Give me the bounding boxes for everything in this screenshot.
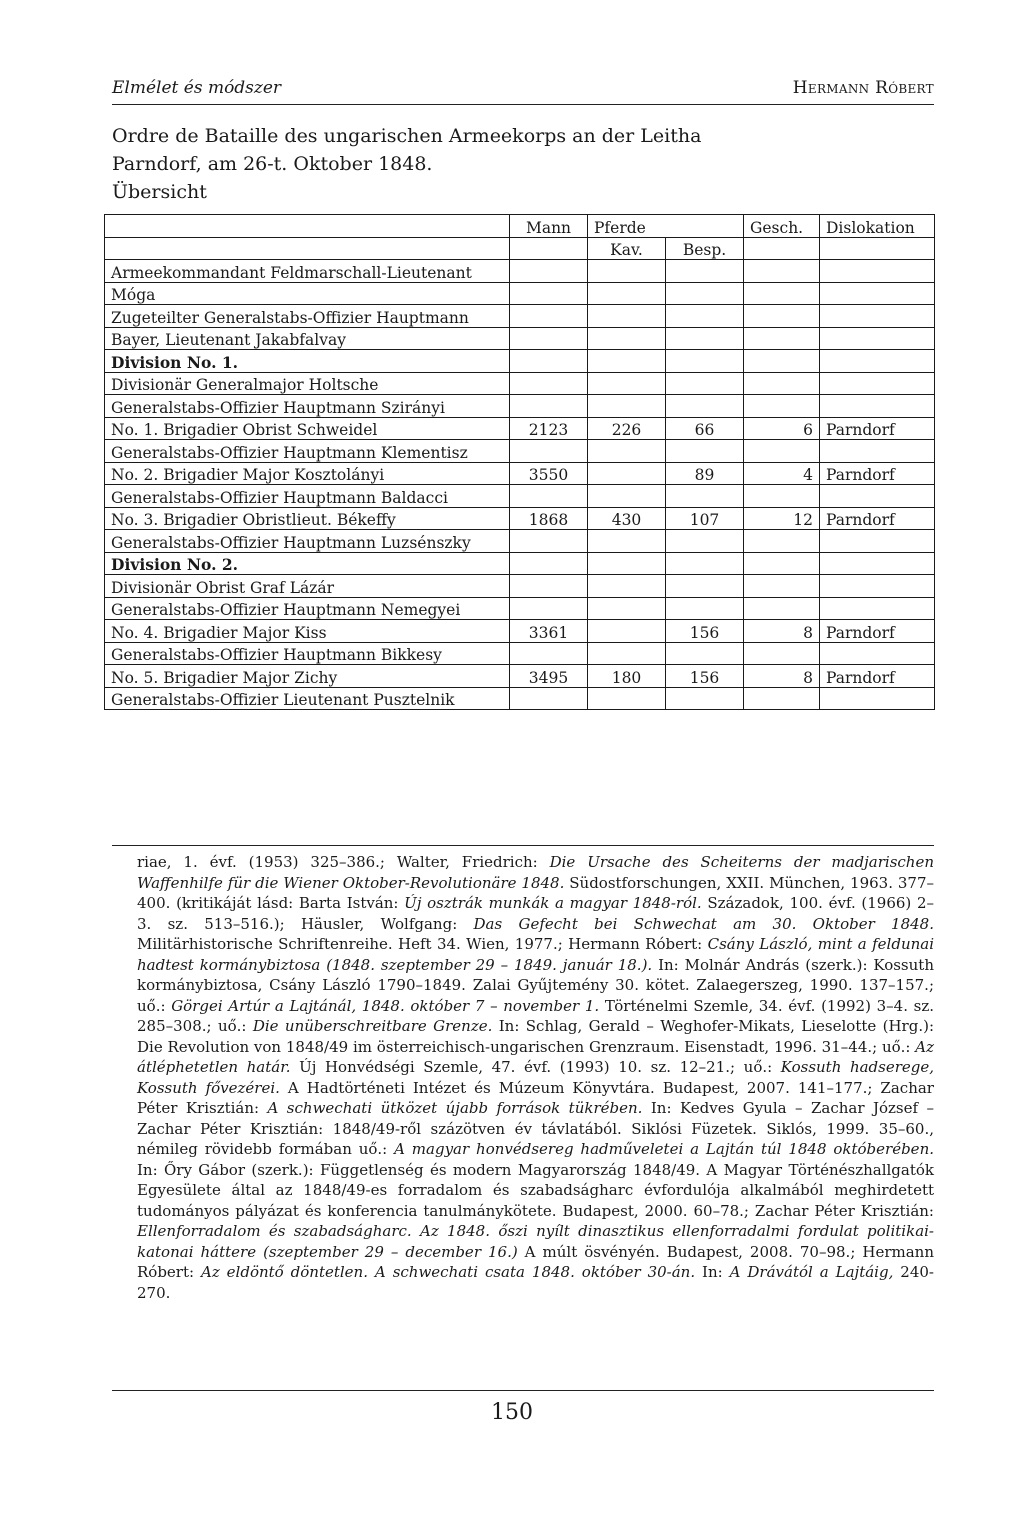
table-row (105, 597, 935, 620)
besp-cell (666, 575, 744, 598)
kav-cell (588, 552, 666, 575)
footnote-text-segment: Századok, 100. évf. (1966) 2–3. sz. 513–516.); Häusler, Wolfgang: (137, 894, 934, 933)
table-row (105, 395, 935, 418)
footnote-text-segment: In: Kedves Gyula – Zachar József – Zachar Péter Krisztián: 1848/49-ről százötven év távlatából. Siklósi Füzetek. Siklós, 1999. 35–60., némileg rövidebb formában uő.: (137, 1099, 934, 1158)
unit-name-cell: Divisionär Generalmajor Holtsche (105, 372, 510, 395)
table-row (105, 372, 935, 395)
footnote-text-segment: In: Őry Gábor (szerk.): Függetlenség és modern Magyarország 1848/49. A Magyar Történészhallgatók Egyesülete által az 1848/49-es forradalom és szabadságharc évfordulója alkalmából meghirdetett tudományos pályázat és konferencia tanulmánykötete. Budapest, 2000. 60–78.; Zachar Péter Krisztián: (137, 1160, 934, 1220)
footnote-title-segment: Die Ursache des Scheiterns der madjarischen Waffenhilfe für die Wiener Oktober-Revolutionäre 1848. (137, 853, 934, 892)
dislokation-cell: Parndorf (820, 507, 935, 530)
dislokation-cell (820, 327, 935, 350)
besp-cell (666, 305, 744, 328)
table-row (105, 282, 935, 305)
header-author: Hermann Róbert (792, 78, 934, 98)
kav-cell (588, 642, 666, 665)
unit-name-cell: Generalstabs-Offizier Lieutenant Pusztelnik (105, 687, 510, 710)
header-section-title: Elmélet és módszer (112, 78, 282, 98)
kav-cell (588, 575, 666, 598)
besp-cell (666, 642, 744, 665)
bottom-rule (112, 1390, 934, 1391)
dislokation-cell (820, 282, 935, 305)
footnote-title-segment: A Drávától a Lajtáig, (729, 1263, 894, 1281)
gesch-cell (744, 642, 820, 665)
gesch-cell (744, 440, 820, 463)
gesch-cell (744, 372, 820, 395)
kav-cell (588, 620, 666, 643)
dislokation-cell: Parndorf (820, 417, 935, 440)
kav-cell (588, 462, 666, 485)
table-row (105, 620, 935, 643)
unit-name-cell: Zugeteilter Generalstabs-Offizier Hauptmann (105, 305, 510, 328)
unit-name-cell: Generalstabs-Offizier Hauptmann Baldacci (105, 485, 510, 508)
besp-cell (666, 327, 744, 350)
footnote-title-segment: A magyar honvédsereg hadműveletei a Lajtán túl 1848 októberében. (394, 1140, 934, 1158)
besp-cell (666, 485, 744, 508)
mann-cell (510, 327, 588, 350)
besp-cell (666, 372, 744, 395)
besp-cell (666, 597, 744, 620)
header-kav: Kav. (588, 237, 666, 260)
gesch-cell (744, 597, 820, 620)
footnote-text-segment: A múlt ösvényén. Budapest, 2008. 70–98.; Hermann Róbert: (137, 1242, 934, 1281)
dislokation-cell: Parndorf (820, 665, 935, 688)
header-mann: Mann (510, 215, 588, 238)
dislokation-cell (820, 597, 935, 620)
footnote-title-segment: Das Gefecht bei Schwechat am 30. Oktober 1848. (473, 914, 934, 933)
footnote-text-segment: Új Honvédségi Szemle, 47. évf. (1993) 10. sz. 12–21.; uő.: (290, 1058, 781, 1076)
gesch-cell (744, 485, 820, 508)
dislokation-cell (820, 552, 935, 575)
dislokation-cell (820, 395, 935, 418)
table-row (105, 305, 935, 328)
table-row (105, 642, 935, 665)
besp-cell: 156 (666, 620, 744, 643)
unit-name-cell: Generalstabs-Offizier Hauptmann Luzsénszky (105, 530, 510, 553)
kav-cell (588, 327, 666, 350)
table-row (105, 462, 935, 485)
gesch-cell: 4 (744, 462, 820, 485)
order-of-battle-table (104, 214, 935, 710)
footnote-title-segment: Új osztrák munkák a magyar 1848-ról. (404, 894, 702, 912)
table-row (105, 575, 935, 598)
mann-cell (510, 530, 588, 553)
footnote-title-segment: Az átléphetetlen határ. (137, 1037, 934, 1076)
title-line-2: Parndorf, am 26-t. Oktober 1848. (112, 153, 433, 175)
kav-cell (588, 597, 666, 620)
mann-cell (510, 597, 588, 620)
unit-name-cell: Generalstabs-Offizier Hauptmann Klementisz (105, 440, 510, 463)
mann-cell (510, 372, 588, 395)
footnote-text (137, 852, 934, 1303)
gesch-cell (744, 530, 820, 553)
footnote-text-segment: In: Schlag, Gerald – Weghofer-Mikats, Lieselotte (Hrg.): Die Revolution von 1848/49 im österreichisch-ungarischen Grenzraum. Eisenstadt, 1996. 31–44.; uő.: (137, 1017, 934, 1056)
unit-name-cell: No. 5. Brigadier Major Zichy (105, 665, 510, 688)
besp-cell (666, 687, 744, 710)
mann-cell (510, 305, 588, 328)
kav-cell (588, 372, 666, 395)
besp-cell: 89 (666, 462, 744, 485)
kav-cell (588, 395, 666, 418)
dislokation-cell: Parndorf (820, 462, 935, 485)
mann-cell (510, 282, 588, 305)
footnote-rule (112, 845, 934, 846)
gesch-cell (744, 305, 820, 328)
gesch-cell (744, 350, 820, 373)
dislokation-cell (820, 642, 935, 665)
footnote-text-segment: Történelmi Szemle, 34. évf. (1992) 3–4. sz. 285–308.; uő.: (137, 996, 934, 1035)
gesch-cell (744, 282, 820, 305)
footnote-text-segment: Militärhistorische Schriftenreihe. Heft 34. Wien, 1977.; Hermann Róbert: (137, 935, 708, 953)
mann-cell: 1868 (510, 507, 588, 530)
mann-cell (510, 552, 588, 575)
unit-name-cell: No. 3. Brigadier Obristlieut. Békeffy (105, 507, 510, 530)
footnote-text-segment: In: (695, 1263, 730, 1281)
table-title (112, 122, 701, 206)
footnote-title-segment: Az eldöntő döntetlen. A schwechati csata 1848. október 30-án. (201, 1263, 696, 1281)
header-pferde: Pferde (588, 215, 666, 238)
dislokation-cell (820, 440, 935, 463)
kav-cell: 180 (588, 665, 666, 688)
gesch-cell: 8 (744, 665, 820, 688)
mann-cell (510, 485, 588, 508)
table-row (105, 485, 935, 508)
dislokation-cell (820, 575, 935, 598)
unit-name-cell: Generalstabs-Offizier Hauptmann Szirányi (105, 395, 510, 418)
header-dislokation: Dislokation (820, 215, 935, 238)
gesch-cell (744, 575, 820, 598)
table-header-row (105, 215, 935, 238)
mann-cell (510, 575, 588, 598)
besp-cell: 107 (666, 507, 744, 530)
table-row (105, 552, 935, 575)
kav-cell (588, 282, 666, 305)
footnote-text-segment: riae, 1. évf. (1953) 325–386.; Walter, Friedrich: (137, 853, 550, 871)
unit-name-cell: Armeekommandant Feldmarschall-Lieutenant (105, 260, 510, 283)
unit-name-cell: Division No. 2. (105, 552, 510, 575)
unit-name-cell: No. 4. Brigadier Major Kiss (105, 620, 510, 643)
dislokation-cell (820, 305, 935, 328)
table-row (105, 530, 935, 553)
mann-cell: 3550 (510, 462, 588, 485)
kav-cell (588, 350, 666, 373)
gesch-cell (744, 552, 820, 575)
kav-cell (588, 440, 666, 463)
table-row (105, 327, 935, 350)
unit-name-cell: Generalstabs-Offizier Hauptmann Bikkesy (105, 642, 510, 665)
kav-cell: 430 (588, 507, 666, 530)
unit-name-cell: Divisionär Obrist Graf Lázár (105, 575, 510, 598)
table-row (105, 507, 935, 530)
besp-cell: 156 (666, 665, 744, 688)
footnote-text-segment: 240-270. (137, 1263, 934, 1302)
table-row (105, 417, 935, 440)
footnote-title-segment: Ellenforradalom és szabadságharc. Az 1848. őszi nyílt dinasztikus ellenforradalmi fordulat politikai-katonai háttere (szeptember 29 – december 16.) (137, 1222, 934, 1261)
mann-cell (510, 642, 588, 665)
unit-name-cell: No. 1. Brigadier Obrist Schweidel (105, 417, 510, 440)
gesch-cell (744, 395, 820, 418)
table-row (105, 687, 935, 710)
footnote-title-segment: Die unüberschreitbare Grenze. (252, 1017, 493, 1035)
table-subheader-row (105, 237, 935, 260)
kav-cell (588, 687, 666, 710)
footnote-title-segment: Csány László, mint a feldunai hadtest kormánybiztosa (1848. szeptember 29 – 1849. január 18.). (137, 935, 935, 974)
dislokation-cell: Parndorf (820, 620, 935, 643)
gesch-cell: 12 (744, 507, 820, 530)
page-number: 150 (491, 1400, 533, 1425)
table-row (105, 665, 935, 688)
dislokation-cell (820, 350, 935, 373)
besp-cell (666, 530, 744, 553)
besp-cell: 66 (666, 417, 744, 440)
besp-cell (666, 552, 744, 575)
dislokation-cell (820, 485, 935, 508)
gesch-cell: 8 (744, 620, 820, 643)
dislokation-cell (820, 260, 935, 283)
mann-cell (510, 260, 588, 283)
footnote-title-segment: Görgei Artúr a Lajtánál, 1848. október 7 – november 1. (171, 996, 600, 1015)
mann-cell (510, 687, 588, 710)
mann-cell: 3361 (510, 620, 588, 643)
dislokation-cell (820, 530, 935, 553)
mann-cell (510, 350, 588, 373)
gesch-cell (744, 687, 820, 710)
besp-cell (666, 440, 744, 463)
unit-name-cell: Bayer, Lieutenant Jakabfalvay (105, 327, 510, 350)
unit-name-cell: No. 2. Brigadier Major Kosztolányi (105, 462, 510, 485)
besp-cell (666, 260, 744, 283)
kav-cell (588, 530, 666, 553)
mann-cell (510, 440, 588, 463)
title-line-1: Ordre de Bataille des ungarischen Armeekorps an der Leitha (112, 125, 702, 147)
unit-name-cell: Division No. 1. (105, 350, 510, 373)
gesch-cell (744, 327, 820, 350)
running-header (112, 78, 934, 105)
kav-cell: 226 (588, 417, 666, 440)
dislokation-cell (820, 372, 935, 395)
footnote-title-segment: A schwechati ütközet újabb források tükrében. (267, 1099, 643, 1117)
footnote-text-segment: Südostforschungen, XXII. München, 1963. 377–400. (kritikáját lásd: Barta István: (137, 873, 934, 912)
title-line-3: Übersicht (112, 181, 207, 203)
footnote-text-segment: In: Molnár András (szerk.): Kossuth kormánybiztosa, Csány László 1790–1849. Zalai Gyűjtemény 30. kötet. Zalaegerszeg, 1990. 137–157.; uő.: (137, 955, 934, 1015)
gesch-cell: 6 (744, 417, 820, 440)
header-besp: Besp. (666, 237, 744, 260)
table-row (105, 260, 935, 283)
besp-cell (666, 395, 744, 418)
dislokation-cell (820, 687, 935, 710)
besp-cell (666, 350, 744, 373)
mann-cell (510, 395, 588, 418)
table-row (105, 350, 935, 373)
kav-cell (588, 305, 666, 328)
unit-name-cell: Móga (105, 282, 510, 305)
besp-cell (666, 282, 744, 305)
kav-cell (588, 485, 666, 508)
mann-cell: 2123 (510, 417, 588, 440)
gesch-cell (744, 260, 820, 283)
header-gesch: Gesch. (744, 215, 820, 238)
mann-cell: 3495 (510, 665, 588, 688)
kav-cell (588, 260, 666, 283)
unit-name-cell: Generalstabs-Offizier Hauptmann Nemegyei (105, 597, 510, 620)
table-row (105, 440, 935, 463)
footnote-text-segment: A Hadtörténeti Intézet és Múzeum Könyvtára. Budapest, 2007. 141–177.; Zachar Péter Krisztián: (137, 1078, 934, 1117)
footnote-title-segment: Kossuth hadserege, Kossuth fővezérei. (137, 1058, 935, 1097)
